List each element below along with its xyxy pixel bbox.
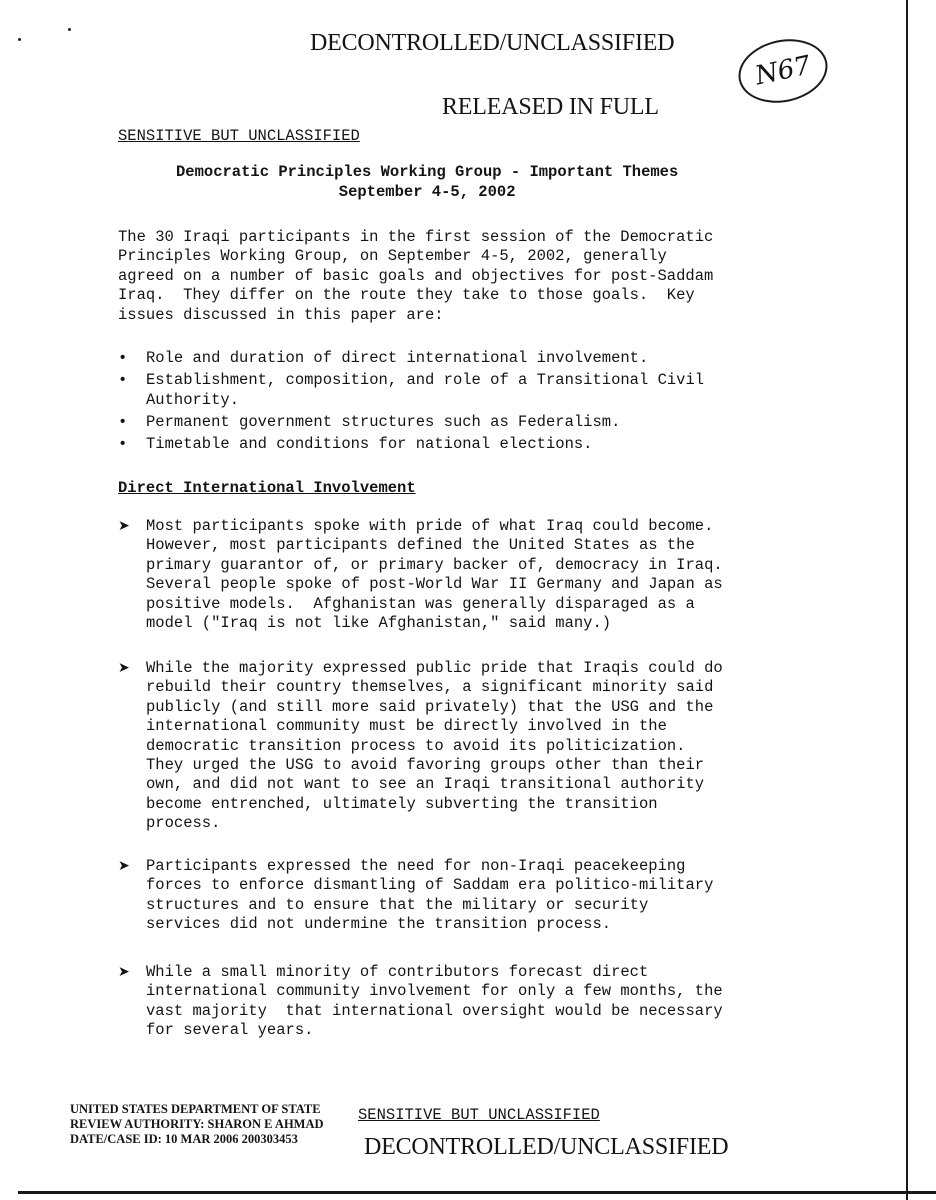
- list-item: • Role and duration of direct international involvement.: [118, 348, 704, 368]
- point-text: Participants expressed the need for non-Iraqi peacekeeping forces to enforce dismantling of Saddam era politico-military structures and to ensure that the military or security services did not undermine the transition process.: [146, 857, 714, 934]
- point-text: While the majority expressed public pride that Iraqis could do rebuild their country themselves, a significant minority said publicly (and still more said privately) that the USG and the international community must be directly involved in the democratic transition process to avoid its politicization. They urged the USG to avoid favoring groups other than their own, and did not want to see an Iraqi transitional authority become entrenched, ultimately subverting the transition process.: [146, 659, 723, 833]
- authority-line: UNITED STATES DEPARTMENT OF STATE: [70, 1102, 321, 1116]
- authority-line: DATE/CASE ID: 10 MAR 2006 200303453: [70, 1132, 298, 1146]
- document-title: [176, 162, 678, 202]
- intro-paragraph: The 30 Iraqi participants in the first session of the Democratic Principles Working Group, on September 4-5, 2002, generally agreed on a number of basic goals and objectives for post-Saddam Iraq. They differ on the route they take to those goals. Key issues discussed in this paper are:: [118, 228, 714, 324]
- point-text: Most participants spoke with pride of what Iraq could become. However, most participants defined the United States as the primary guarantor of, or primary backer of, democracy in Iraq. Several people spoke of post-World War II Germany and Japan as positive models. Afghanistan was generally disparaged as a model ("Iraq is not like Afghanistan," said many.): [146, 517, 723, 633]
- list-item: • Timetable and conditions for national elections.: [118, 434, 704, 454]
- list-item: • Permanent government structures such as Federalism.: [118, 412, 704, 432]
- title-date: September 4-5, 2002: [338, 183, 516, 201]
- arrow-bullet-icon: ➤: [118, 518, 130, 534]
- handwritten-stamp: [733, 31, 834, 110]
- key-issues-list: [118, 348, 704, 456]
- review-authority-block: [70, 1102, 324, 1147]
- sensitivity-marking-bottom: SENSITIVE BUT UNCLASSIFIED: [358, 1106, 600, 1124]
- list-item: • Establishment, composition, and role of a Transitional Civil Authority.: [118, 370, 704, 410]
- classification-banner-bottom: DECONTROLLED/UNCLASSIFIED: [364, 1134, 729, 1160]
- scan-speck: [68, 28, 71, 31]
- sensitivity-marking-top: SENSITIVE BUT UNCLASSIFIED: [118, 127, 360, 145]
- scan-edge-right: [906, 0, 908, 1200]
- arrow-bullet-icon: ➤: [118, 964, 130, 980]
- stamp-code: N67: [752, 50, 814, 92]
- section-heading: Direct International Involvement: [118, 479, 416, 497]
- arrow-bullet-icon: ➤: [118, 660, 130, 676]
- authority-line: REVIEW AUTHORITY: SHARON E AHMAD: [70, 1117, 324, 1131]
- scan-edge-bottom: [18, 1191, 936, 1194]
- classification-banner-top: DECONTROLLED/UNCLASSIFIED: [310, 30, 675, 56]
- scan-speck: [18, 38, 21, 41]
- title-line-1: Democratic Principles Working Group - Important Themes: [176, 163, 679, 181]
- arrow-bullet-icon: ➤: [118, 858, 130, 874]
- release-status: RELEASED IN FULL: [442, 94, 659, 120]
- point-text: While a small minority of contributors forecast direct international community involvement for only a few months, the vast majority that international oversight would be necessary for several years.: [146, 963, 723, 1040]
